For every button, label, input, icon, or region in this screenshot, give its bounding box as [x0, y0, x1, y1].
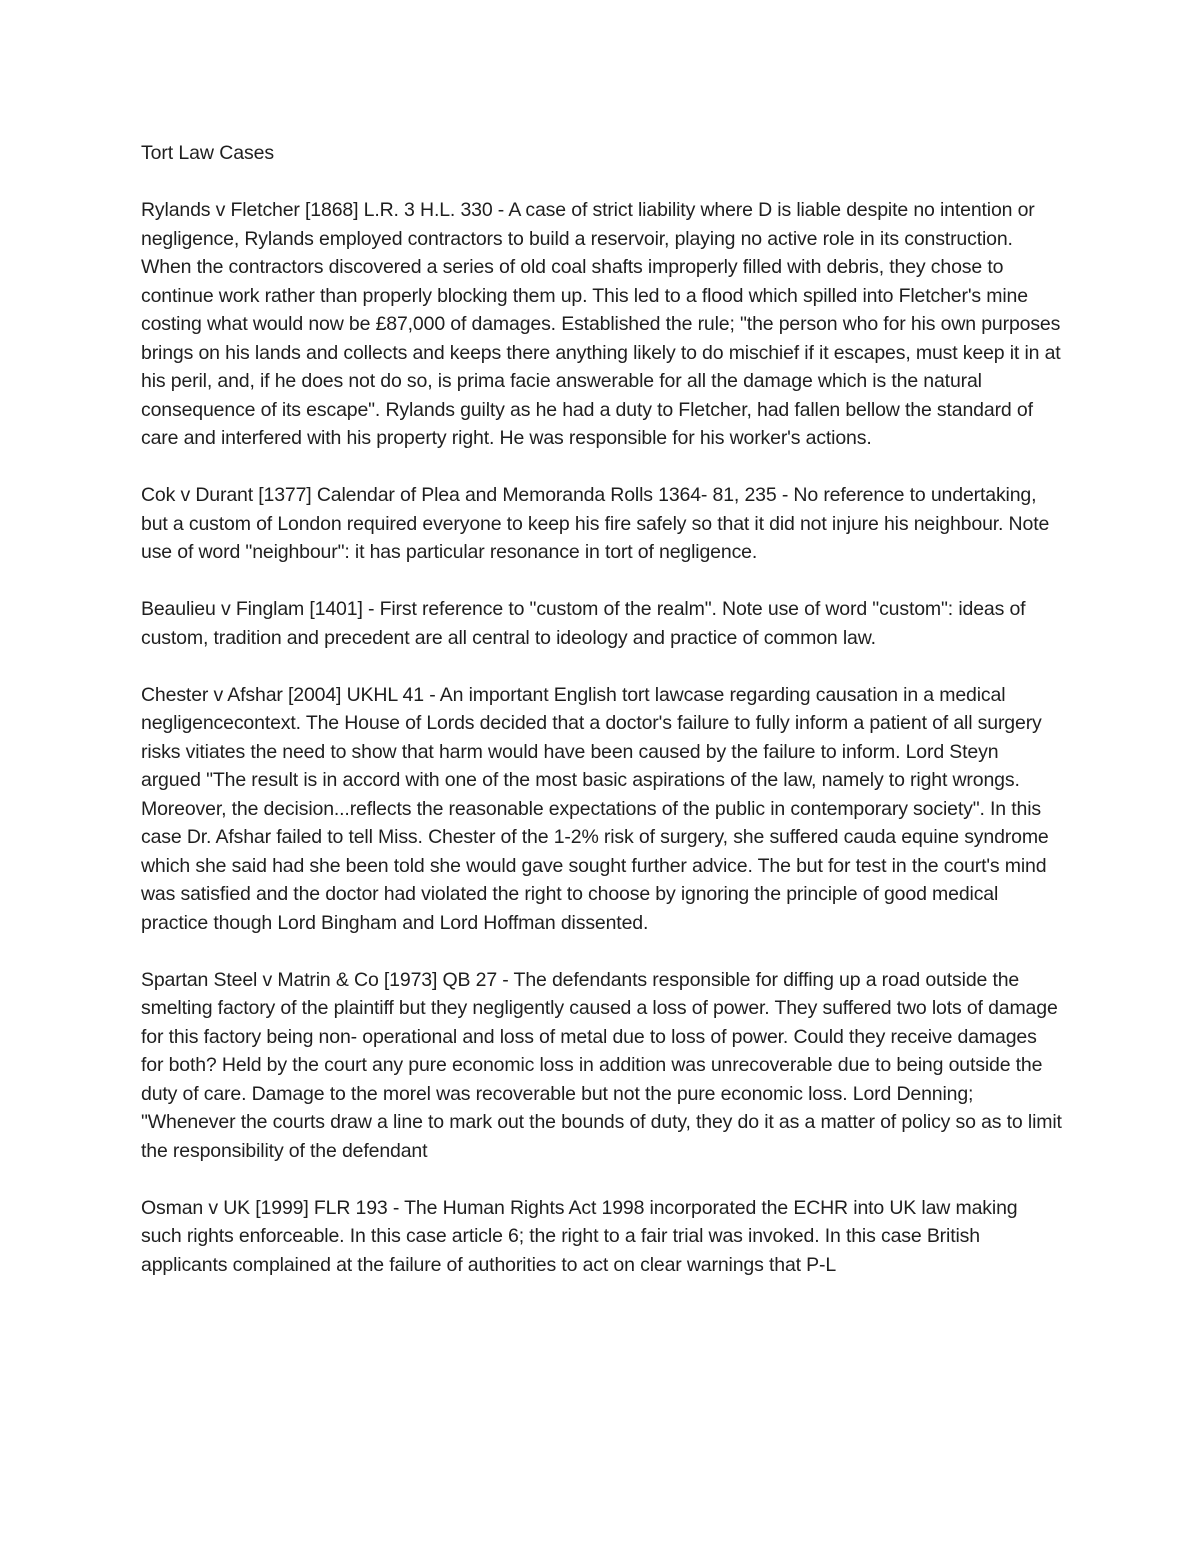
case-cok-v-durant: Cok v Durant [1377] Calendar of Plea and Memoranda Rolls 1364- 81, 235 - No reference to undertaking, but a custom of London required everyone to keep his fire safely so that it did not injure his neighbour. Note use of word "neighbour": it has particular resonance in tort of negligence.	[141, 484, 1050, 563]
case-rylands-v-fletcher: Rylands v Fletcher [1868] L.R. 3 H.L. 330 - A case of strict liability where D is liable despite no intention or negligence, Rylands employed contractors to build a reservoir, playing no active role in its construction. When the contractors discovered a series of old coal shafts improperly filled with debris, they chose to continue work rather than properly blocking them up. This led to a flood which spilled into Fletcher's mine costing what would now be £87,000 of damages. Established the rule; "the person who for his own purposes brings on his lands and collects and keeps there anything likely to do mischief if it escapes, must keep it in at his peril, and, if he does not do so, is prima facie answerable for all the damage which is the natural consequence of its escape". Rylands guilty as he had a duty to Fletcher, had fallen bellow the standard of care and interfered with his property right. He was responsible for his worker's actions.	[141, 199, 1061, 449]
case-chester-v-afshar: Chester v Afshar [2004] UKHL 41 - An important English tort lawcase regarding causation in a medical negligencecontext. The House of Lords decided that a doctor's failure to fully inform a patient of all surgery risks vitiates the need to show that harm would have been caused by the failure to inform. Lord Steyn argued "The result is in accord with one of the most basic aspirations of the law, namely to right wrongs. Moreover, the decision...reflects the reasonable expectations of the public in contemporary society". In this case Dr. Afshar failed to tell Miss. Chester of the 1-2% risk of surgery, she suffered cauda equine syndrome which she said had she been told she would gave sought further advice. The but for test in the court's mind was satisfied and the doctor had violated the right to choose by ignoring the principle of good medical practice though Lord Bingham and Lord Hoffman dissented.	[141, 683, 1049, 934]
case-osman-v-uk: Osman v UK [1999] FLR 193 - The Human Rights Act 1998 incorporated the ECHR into UK law making such rights enforceable. In this case article 6; the right to a fair trial was invoked. In this case British applicants complained at the failure of authorities to act on clear warnings that P-L	[141, 1196, 1018, 1276]
document-body	[141, 139, 1063, 1308]
case-spartan-steel-v-matrin: Spartan Steel v Matrin & Co [1973] QB 27 - The defendants responsible for diffing up a road outside the smelting factory of the plaintiff but they negligently caused a loss of power. They suffered two lots of damage for this factory being non- operational and loss of metal due to loss of power. Could they receive damages for both? Held by the court any pure economic loss in addition was unrecoverable due to being outside the duty of care. Damage to the morel was recoverable but not the pure economic loss. Lord Denning; "Whenever the courts draw a line to mark out the bounds of duty, they do it as a matter of policy so as to limit the responsibility of the defendant	[141, 968, 1062, 1162]
case-beaulieu-v-finglam: Beaulieu v Finglam [1401] - First reference to "custom of the realm". Note use of word "custom": ideas of custom, tradition and precedent are all central to ideology and practice of common law.	[141, 598, 1026, 649]
document-title: Tort Law Cases	[141, 142, 274, 164]
